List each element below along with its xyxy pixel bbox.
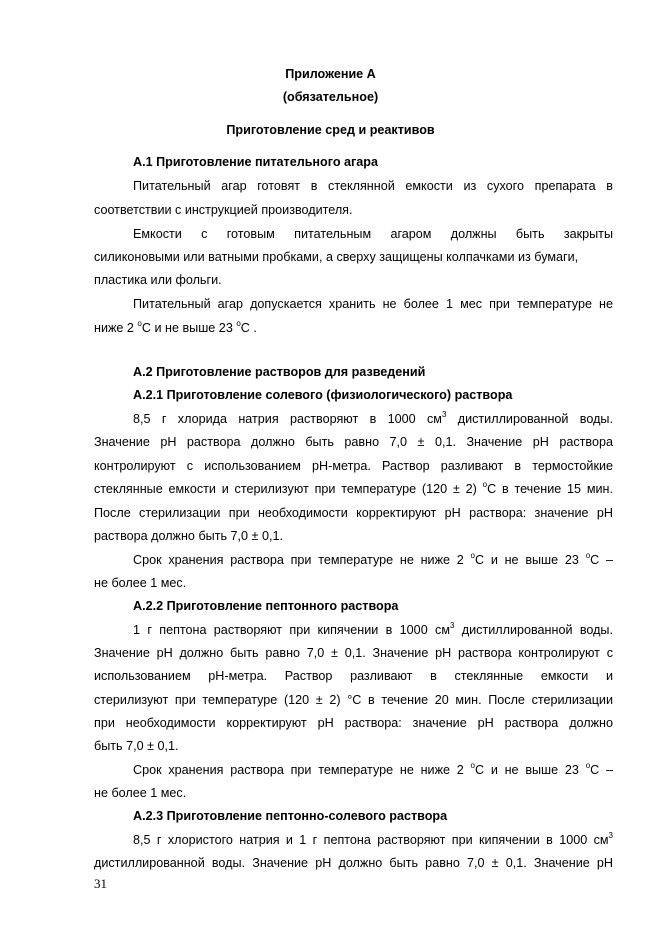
appendix-status: (обязательное) [282,90,379,104]
paragraph-line: 8,5 г хлористого натрия и 1 г пептона растворяют при кипячении в 1000 $см^3$ [133,831,613,847]
paragraph-line: не более 1 мес. [94,576,187,590]
paragraph-line: стерилизуют при температуре (120 ± 2) °С в течение 20 мин. После стерилизации [94,693,613,707]
paragraph-line: Срок хранения раствора при температуре не ниже 2 $^о$С и не выше 23 $^о$С – [133,551,613,567]
paragraph-line: раствора должно быть 7,0 ± 0,1. [94,529,283,543]
paragraph-line: стеклянные емкости и стерилизуют при температуре (120 ± 2) $^о$С в течение 15 мин. [94,480,613,496]
section-a1-heading: А.1 Приготовление питательного агара [133,155,378,169]
paragraph-line: После стерилизации при необходимости корректируют pH раствора: значение pH [94,506,613,520]
paragraph-line: контролируют с использованием pH-метра. Раствор разливают в термостойкие [94,459,613,473]
paragraph-line: не более 1 мес. [94,786,187,800]
section-a2-heading: А.2 Приготовление растворов для разведений [133,365,426,379]
paragraph-line: Питательный агар готовят в стеклянной емкости из сухого препарата в [133,179,613,193]
paragraph-line: Питательный агар допускается хранить не более 1 мес при температуре не [133,297,613,311]
paragraph-line: силиконовыми или ватными пробками, а сверху защищены колпачками из бумаги, [94,250,579,264]
paragraph-line: пластика или фольги. [94,273,222,287]
paragraph-line: ниже 2 $^о$С и не выше 23 $^о$С . [94,319,257,335]
paragraph-line: 8,5 г хлорида натрия растворяют в 1000 $см^3$ дистиллированной воды. [133,410,613,426]
paragraph-line: при необходимости корректируют pH раствора: значение pH раствора должно [94,716,613,730]
paragraph-line: использованием pH-метра. Раствор разливают в стеклянные емкости и [94,669,613,683]
paragraph-line: соответствии с инструкцией производителя. [94,203,353,217]
paragraph-line: дистиллированной воды. Значение pH должно быть равно 7,0 ± 0,1. Значение pH [94,856,613,870]
section-a21-heading: А.2.1 Приготовление солевого (физиологического) раствора [133,388,513,402]
appendix-title: Приложение А [285,67,376,81]
paragraph-line: Емкости с готовым питательным агаром должны быть закрыты [133,227,613,241]
appendix-heading: Приготовление сред и реактивов [226,123,435,137]
paragraph-line: Значение pH должно быть равно 7,0 ± 0,1. Значение pH раствора контролируют с [94,646,613,660]
paragraph-line: 1 г пептона растворяют при кипячении в 1000 $см^3$ дистиллированной воды. [133,621,613,637]
section-a22-heading: А.2.2 Приготовление пептонного раствора [133,599,399,613]
paragraph-line: Срок хранения раствора при температуре не ниже 2 $^о$С и не выше 23 $^о$С – [133,761,613,777]
paragraph-line: быть 7,0 ± 0,1. [94,739,179,753]
page-number: 31 [94,876,107,891]
paragraph-line: Значение pH раствора должно быть равно 7,0 ± 0,1. Значение pH раствора [94,435,613,449]
section-a23-heading: А.2.3 Приготовление пептонно-солевого раствора [133,809,448,823]
